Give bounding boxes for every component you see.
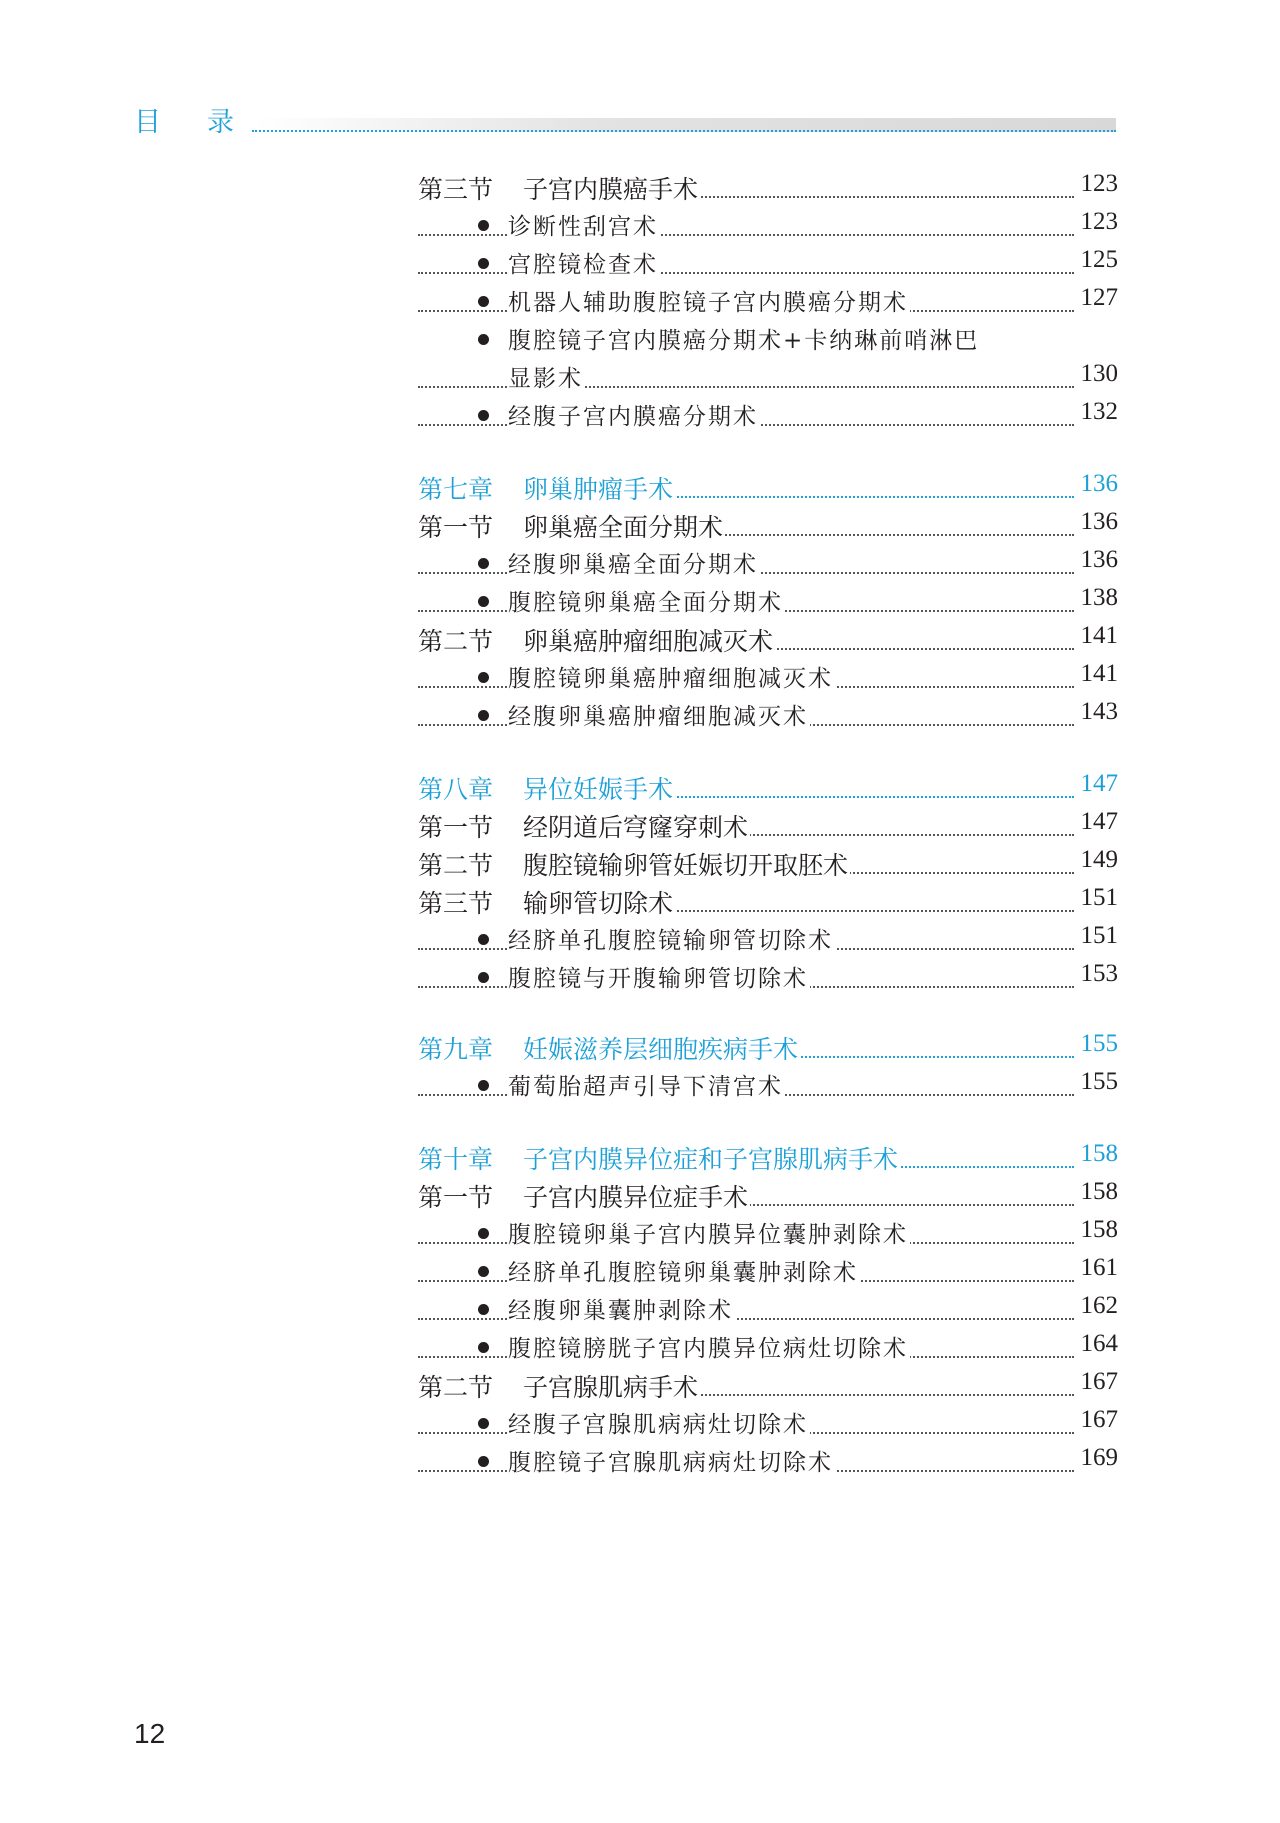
toc-section-entry[interactable]: [418, 622, 1118, 662]
section-number: 第三节: [418, 175, 494, 204]
toc-entry-label: [418, 846, 850, 882]
toc-page-number: 130: [1080, 360, 1118, 387]
toc-chapter-entry[interactable]: [418, 770, 1118, 810]
toc-item-entry[interactable]: [418, 1330, 1118, 1370]
section-number: 第二节: [418, 627, 494, 656]
toc-page-number: 155: [1080, 1030, 1118, 1057]
toc-entry-title: 子宫内膜异位症和子宫腺肌病手术: [523, 1145, 899, 1174]
toc-section-entry[interactable]: [418, 808, 1118, 848]
toc-entry-label: [418, 1140, 900, 1176]
chapter-number: 第十章: [418, 1145, 494, 1174]
toc-entry-title: 腹腔镜与开腹输卵管切除术: [508, 960, 810, 993]
toc-page-number: 149: [1080, 846, 1118, 873]
toc-page-number: 162: [1080, 1292, 1118, 1319]
toc-page-number: 147: [1080, 808, 1118, 835]
toc-entry-title: 输卵管切除术: [523, 889, 674, 918]
toc-item-entry[interactable]: [418, 698, 1118, 738]
toc-page-number: 136: [1080, 508, 1118, 535]
section-number: 第三节: [418, 889, 494, 918]
toc-entry-title: 腹腔镜卵巢癌肿瘤细胞减灭术: [508, 660, 835, 693]
section-number: 第二节: [418, 851, 494, 880]
header-title-char-2: 录: [207, 107, 234, 138]
toc-entry-continuation: [418, 360, 1118, 400]
header-title-char-1: 目: [134, 107, 161, 138]
toc-entry-title-continued: 显影术: [508, 360, 585, 393]
toc-entry-label: [418, 622, 775, 658]
toc-entry-title: 经腹卵巢癌肿瘤细胞减灭术: [508, 698, 810, 731]
toc-item-entry[interactable]: [418, 246, 1118, 286]
toc-page-number: 161: [1080, 1254, 1118, 1281]
toc-chapter-entry[interactable]: [418, 1030, 1118, 1070]
toc-page-number: 125: [1080, 246, 1118, 273]
toc-entry-label: [418, 508, 725, 544]
toc-entry-title: 机器人辅助腹腔镜子宫内膜癌分期术: [508, 284, 910, 317]
toc-entry-title: 子宫内膜癌手术: [523, 175, 699, 204]
toc-page-number: 136: [1080, 470, 1118, 497]
toc-page-number: 167: [1080, 1406, 1118, 1433]
toc-page-number: 153: [1080, 960, 1118, 987]
toc-header-title: [134, 100, 234, 139]
toc-entry-title: 经腹卵巢癌全面分期术: [508, 546, 760, 579]
toc-entry-label: [418, 1178, 750, 1214]
bullet-icon: [478, 334, 489, 345]
chapter-number: 第八章: [418, 775, 494, 804]
toc-item-entry[interactable]: [418, 1444, 1118, 1484]
toc-section-entry[interactable]: [418, 170, 1118, 210]
toc-item-entry[interactable]: [418, 1216, 1118, 1256]
toc-item-entry[interactable]: [418, 546, 1118, 586]
chapter-number: 第七章: [418, 475, 494, 504]
toc-page-number: 151: [1080, 922, 1118, 949]
toc-entry-title: 卵巢癌肿瘤细胞减灭术: [523, 627, 774, 656]
toc-page-number: 158: [1080, 1178, 1118, 1205]
toc-item-entry[interactable]: [418, 584, 1118, 624]
toc-page-number: 123: [1080, 208, 1118, 235]
toc-entry-title: 腹腔镜卵巢子宫内膜异位囊肿剥除术: [508, 1216, 910, 1249]
toc-page-number: 164: [1080, 1330, 1118, 1357]
toc-item-entry[interactable]: [418, 922, 1118, 962]
toc-item-entry[interactable]: [418, 322, 1118, 392]
toc-page-number: 141: [1080, 660, 1118, 687]
toc-chapter-entry[interactable]: [418, 1140, 1118, 1180]
section-number: 第一节: [418, 813, 494, 842]
toc-entry-title: 腹腔镜膀胱子宫内膜异位病灶切除术: [508, 1330, 910, 1363]
toc-entry-title: 腹腔镜卵巢癌全面分期术: [508, 584, 785, 617]
toc-page-number: 158: [1080, 1140, 1118, 1167]
toc-item-entry[interactable]: [418, 284, 1118, 324]
toc-entry-title: 经阴道后穹窿穿刺术: [523, 813, 749, 842]
toc-entry-title: 异位妊娠手术: [523, 775, 674, 804]
toc-item-entry[interactable]: [418, 1292, 1118, 1332]
toc-item-entry[interactable]: [418, 660, 1118, 700]
toc-page-number: 147: [1080, 770, 1118, 797]
toc-item-entry[interactable]: [418, 1254, 1118, 1294]
toc-page-number: 158: [1080, 1216, 1118, 1243]
toc-section-entry[interactable]: [418, 846, 1118, 886]
toc-entry-title: 葡萄胎超声引导下清宫术: [508, 1068, 785, 1101]
toc-chapter-entry[interactable]: [418, 470, 1118, 510]
toc-entry-label: [418, 770, 675, 806]
toc-item-entry[interactable]: [418, 208, 1118, 248]
toc-item-entry[interactable]: [418, 1406, 1118, 1446]
toc-entry-title: 经脐单孔腹腔镜卵巢囊肿剥除术: [508, 1254, 860, 1287]
toc-page-number: 132: [1080, 398, 1118, 425]
toc-entry-title: 宫腔镜检查术: [508, 246, 660, 279]
toc-entry-title: 子宫腺肌病手术: [523, 1373, 699, 1402]
toc-section-entry[interactable]: [418, 1178, 1118, 1218]
toc-section-entry[interactable]: [418, 1368, 1118, 1408]
toc-entry-title: 经腹卵巢囊肿剥除术: [508, 1292, 735, 1325]
toc-page-number: 155: [1080, 1068, 1118, 1095]
toc-page-number: 143: [1080, 698, 1118, 725]
toc-page-number: 151: [1080, 884, 1118, 911]
toc-entry-title: 诊断性刮宫术: [508, 208, 660, 241]
toc-entry-label: [418, 470, 675, 506]
toc-page-number: 167: [1080, 1368, 1118, 1395]
toc-item-entry[interactable]: [418, 960, 1118, 1000]
page-number: 12: [134, 1718, 166, 1749]
toc-entry-title: 妊娠滋养层细胞疾病手术: [523, 1035, 799, 1064]
toc-section-entry[interactable]: [418, 884, 1118, 924]
toc-entry-title: 卵巢癌全面分期术: [523, 513, 724, 542]
section-number: 第一节: [418, 513, 494, 542]
toc-item-entry[interactable]: [418, 398, 1118, 438]
toc-entry-label: [418, 884, 675, 920]
toc-page-number: 123: [1080, 170, 1118, 197]
toc-entry-title: 卵巢肿瘤手术: [523, 475, 674, 504]
toc-entry-title: 腹腔镜输卵管妊娠切开取胚术: [523, 851, 849, 880]
section-number: 第一节: [418, 1183, 494, 1212]
toc-entry-title: 子宫内膜异位症手术: [523, 1183, 749, 1212]
toc-entry-title: 经腹子宫内膜癌分期术: [508, 398, 760, 431]
toc-page-number: 136: [1080, 546, 1118, 573]
toc-entry-label: [418, 808, 750, 844]
toc-entry-title: 经脐单孔腹腔镜输卵管切除术: [508, 922, 835, 955]
toc-entry-title: 腹腔镜子宫腺肌病病灶切除术: [508, 1444, 835, 1477]
toc-entry-label: [418, 1030, 800, 1066]
toc-page-number: 127: [1080, 284, 1118, 311]
toc-entry-label: [418, 1368, 700, 1404]
toc-entry-title: 腹腔镜子宫内膜癌分期术+卡纳琳前哨淋巴: [508, 322, 981, 355]
header-dotted-rule: [252, 130, 1116, 132]
toc-section-entry[interactable]: [418, 508, 1118, 548]
section-number: 第二节: [418, 1373, 494, 1402]
toc-item-entry[interactable]: [418, 1068, 1118, 1108]
toc-page-number: 141: [1080, 622, 1118, 649]
toc-page-number: 169: [1080, 1444, 1118, 1471]
toc-header: [134, 100, 1116, 136]
toc-entry-label: [418, 170, 700, 206]
toc-page-number: 138: [1080, 584, 1118, 611]
chapter-number: 第九章: [418, 1035, 494, 1064]
toc-entry-title: 经腹子宫腺肌病病灶切除术: [508, 1406, 810, 1439]
